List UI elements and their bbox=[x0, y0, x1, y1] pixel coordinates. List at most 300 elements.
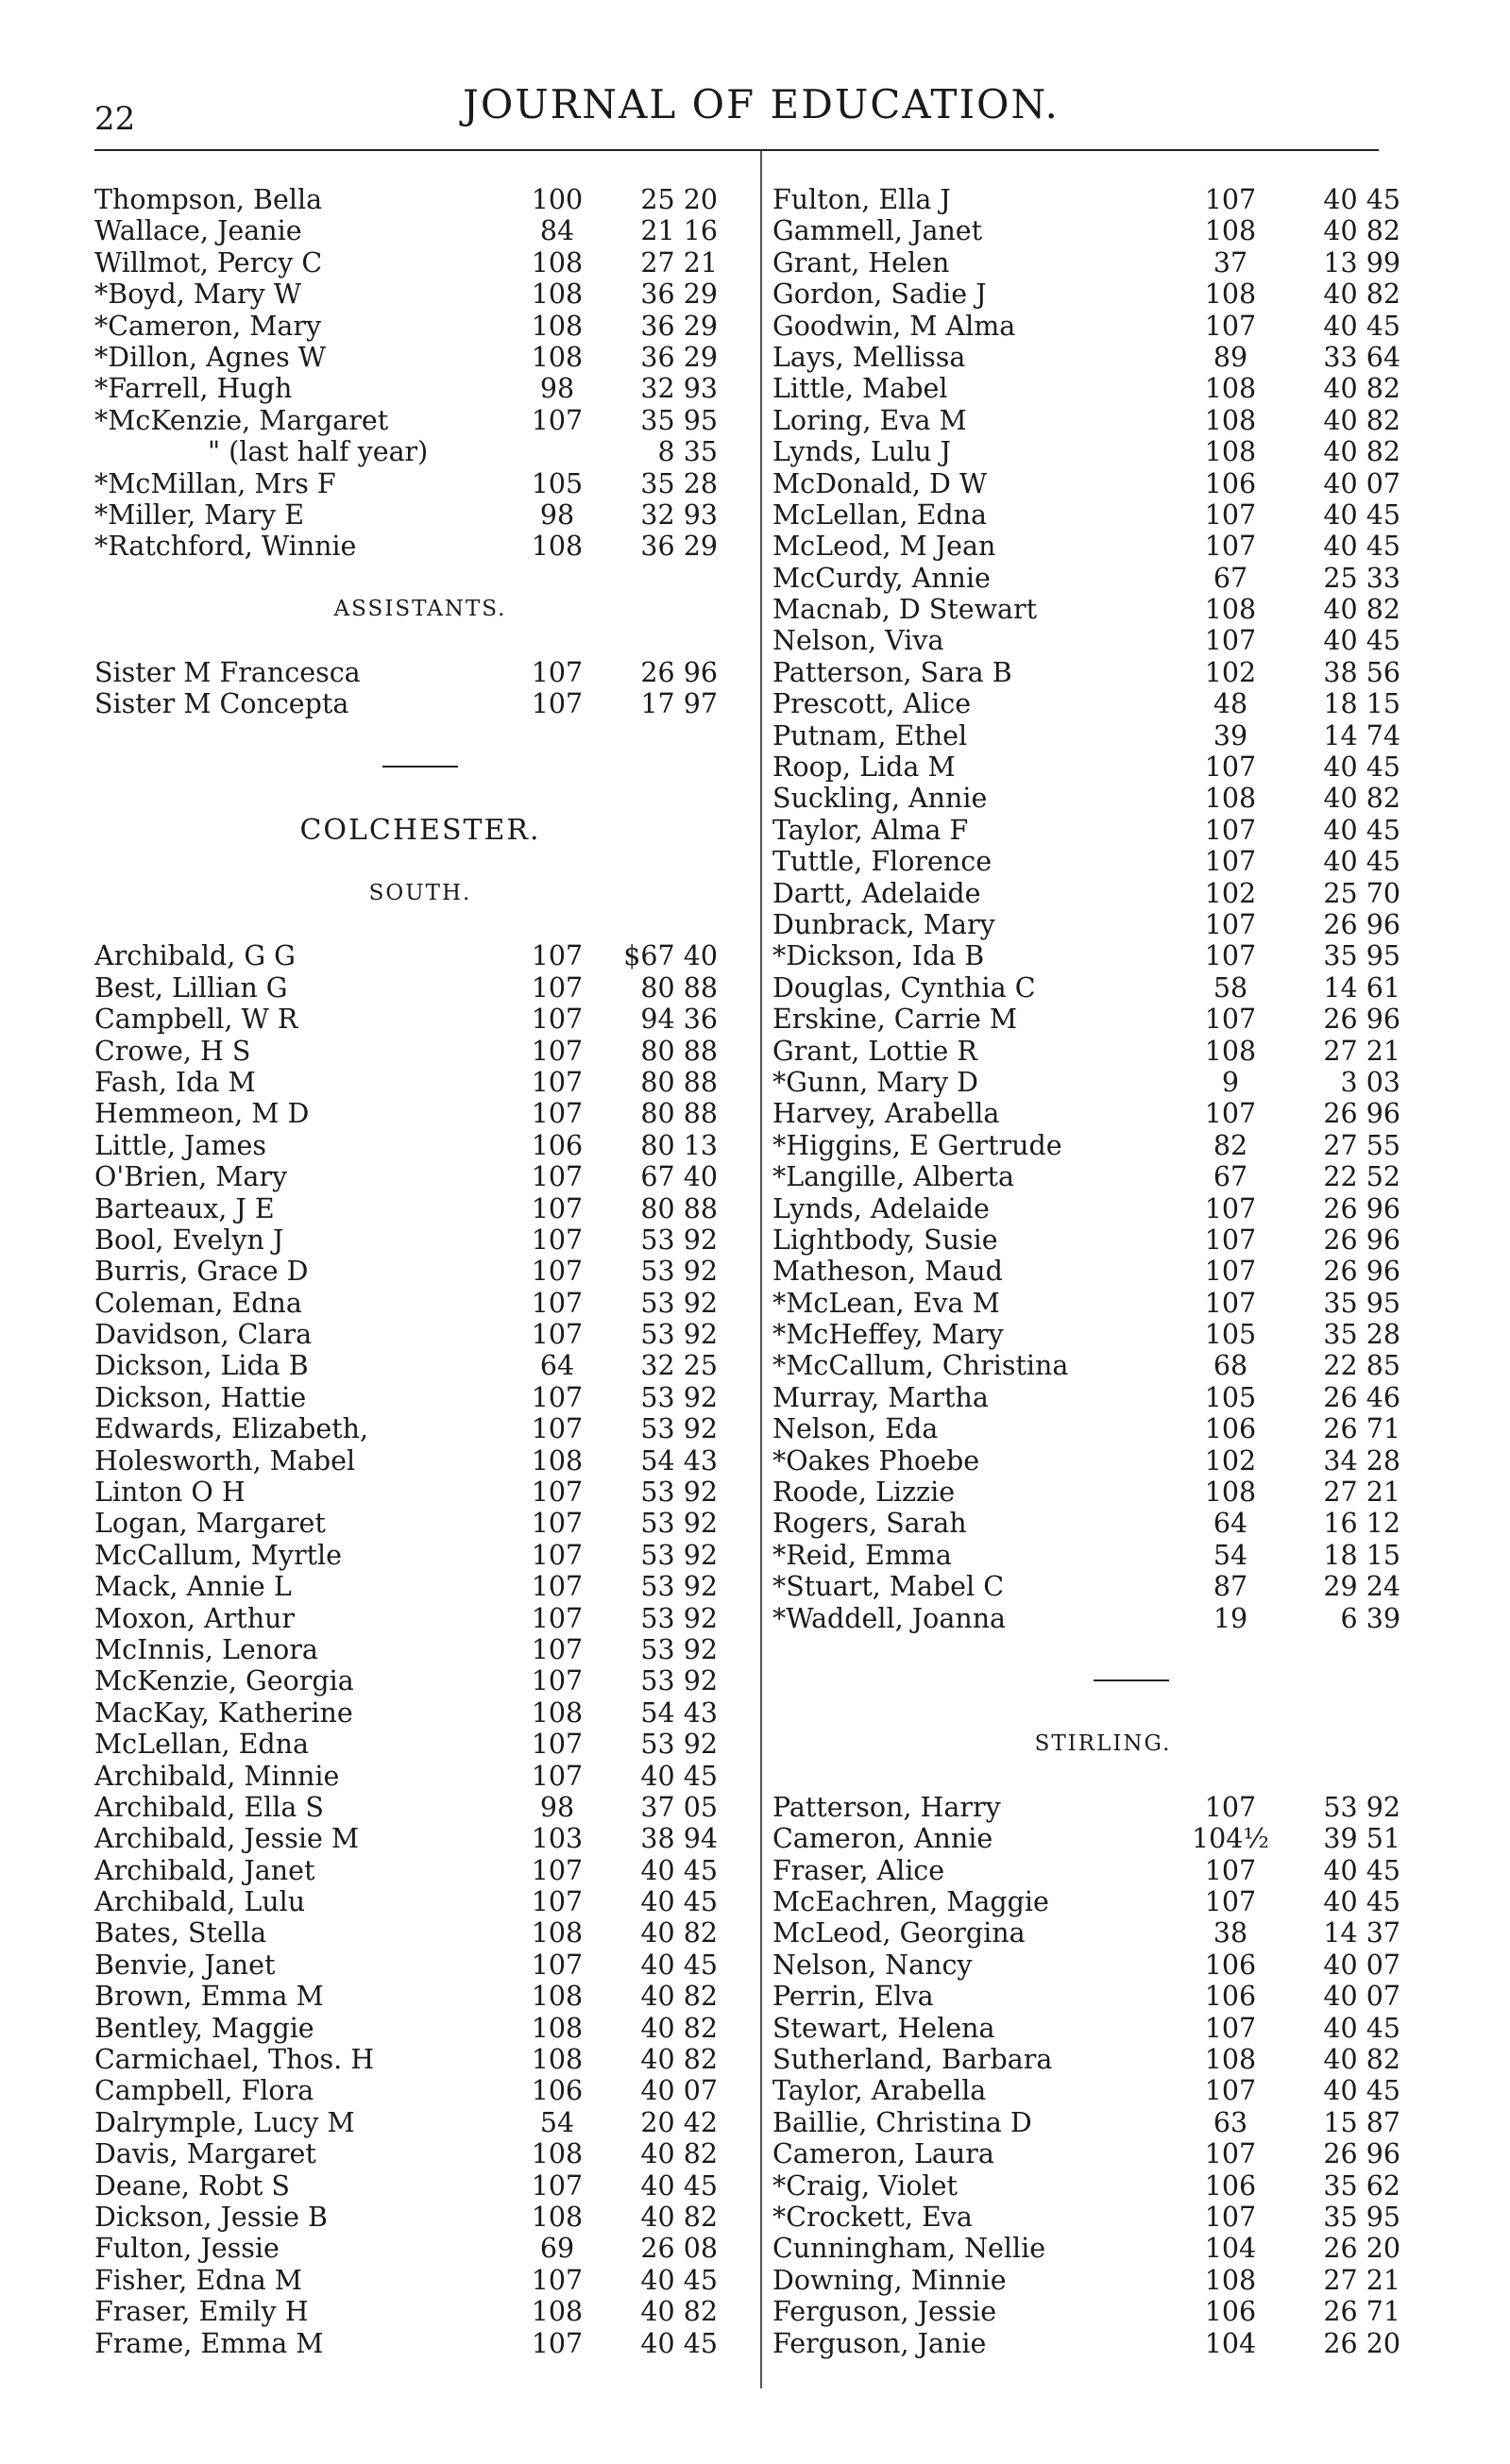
days-taught: 107 bbox=[1204, 1004, 1257, 1036]
teacher-name: Campbell, Flora bbox=[94, 2075, 314, 2107]
grant-amount: 34 28 bbox=[1323, 1444, 1400, 1477]
days-taught: 68 bbox=[1213, 1350, 1248, 1382]
table-row bbox=[94, 468, 746, 499]
table-row bbox=[772, 1350, 1434, 1381]
teacher-name: Archibald, Minnie bbox=[94, 1760, 340, 1792]
teacher-name: *McMillan, Mrs F bbox=[94, 467, 336, 499]
teacher-name: Little, Mabel bbox=[772, 373, 948, 405]
days-taught: 103 bbox=[531, 1823, 584, 1855]
table-row bbox=[94, 1729, 746, 1760]
table-row bbox=[94, 1319, 746, 1350]
teacher-name: Willmot, Percy C bbox=[94, 246, 323, 278]
days-taught: 107 bbox=[1204, 1098, 1257, 1130]
table-row bbox=[94, 1540, 746, 1571]
grant-amount: 40 07 bbox=[1323, 1949, 1400, 1981]
grant-amount: 40 45 bbox=[1323, 1886, 1400, 1918]
teacher-name: Grant, Lottie R bbox=[772, 1035, 977, 1067]
teacher-name: *Farrell, Hugh bbox=[94, 373, 293, 405]
grant-amount: 40 82 bbox=[640, 2138, 718, 2170]
table-row bbox=[94, 184, 746, 215]
grant-amount: 26 08 bbox=[640, 2233, 718, 2265]
grant-amount: 14 74 bbox=[1323, 719, 1400, 751]
teacher-name: Harvey, Arabella bbox=[772, 1098, 1000, 1130]
days-taught: 108 bbox=[531, 2202, 584, 2233]
table-row bbox=[94, 342, 746, 373]
teacher-name: Dartt, Adelaide bbox=[772, 877, 981, 909]
teacher-name: Tuttle, Florence bbox=[772, 846, 993, 878]
teacher-name: Sutherland, Barbara bbox=[772, 2044, 1053, 2076]
teacher-name: Roop, Lida M bbox=[772, 751, 956, 784]
grant-amount: 40 82 bbox=[640, 2012, 718, 2044]
table-row bbox=[772, 878, 1434, 909]
grant-amount: 40 45 bbox=[1323, 1854, 1400, 1886]
table-row bbox=[94, 2138, 746, 2169]
table-row bbox=[772, 278, 1434, 310]
teacher-name: Patterson, Harry bbox=[772, 1791, 1001, 1823]
teacher-name: McInnis, Lenora bbox=[94, 1633, 318, 1665]
teacher-name: Carmichael, Thos. H bbox=[94, 2044, 375, 2076]
teacher-name: *McHeffey, Mary bbox=[772, 1319, 1004, 1351]
teacher-name: Macnab, D Stewart bbox=[772, 594, 1038, 626]
grant-amount: 40 07 bbox=[1323, 467, 1400, 499]
days-taught: 107 bbox=[1204, 1287, 1257, 1319]
teacher-name: Goodwin, M Alma bbox=[772, 310, 1016, 342]
teacher-name: Bentley, Maggie bbox=[94, 2012, 314, 2044]
teacher-name: Nelson, Viva bbox=[772, 625, 944, 657]
grant-amount: 26 20 bbox=[1323, 2327, 1400, 2359]
grant-amount: 54 43 bbox=[640, 1696, 718, 1729]
days-taught: 107 bbox=[1204, 814, 1257, 846]
table-row bbox=[772, 563, 1434, 594]
grant-amount: 40 82 bbox=[1323, 2044, 1400, 2076]
grant-amount: 39 51 bbox=[1323, 1823, 1400, 1855]
table-row bbox=[772, 1004, 1434, 1035]
days-taught: 107 bbox=[1204, 2138, 1257, 2170]
table-row bbox=[772, 1477, 1434, 1508]
grant-amount: 38 94 bbox=[640, 1823, 718, 1855]
grant-amount: 53 92 bbox=[640, 1319, 718, 1351]
teacher-name: Brown, Emma M bbox=[94, 1981, 324, 2013]
grant-amount: 14 61 bbox=[1323, 971, 1400, 1004]
days-taught: 108 bbox=[1204, 783, 1257, 815]
teacher-name: Crowe, H S bbox=[94, 1035, 251, 1067]
grant-amount: 53 92 bbox=[640, 1665, 718, 1697]
grant-amount: 40 82 bbox=[1323, 404, 1400, 436]
teacher-name: Moxon, Arthur bbox=[94, 1602, 296, 1634]
table-row bbox=[94, 2328, 746, 2359]
grant-amount: 26 46 bbox=[1323, 1381, 1400, 1413]
grant-amount: 53 92 bbox=[640, 1539, 718, 1571]
days-taught: 107 bbox=[531, 1571, 584, 1603]
teacher-name: Lays, Mellissa bbox=[772, 341, 966, 373]
days-taught: 108 bbox=[531, 310, 584, 342]
grant-amount: 40 82 bbox=[640, 2202, 718, 2233]
teacher-name: Davidson, Clara bbox=[94, 1319, 313, 1351]
teacher-name: Douglas, Cynthia C bbox=[772, 971, 1036, 1004]
days-taught: 64 bbox=[1213, 1508, 1248, 1540]
days-taught: 107 bbox=[531, 656, 584, 688]
teacher-name: *Higgins, E Gertrude bbox=[772, 1129, 1062, 1161]
teacher-name: McCallum, Myrtle bbox=[94, 1539, 343, 1571]
table-row bbox=[772, 1917, 1434, 1949]
table-row bbox=[94, 1697, 746, 1729]
days-taught: 108 bbox=[531, 1917, 584, 1949]
table-row bbox=[772, 972, 1434, 1004]
table-row bbox=[94, 2107, 746, 2138]
teacher-name: Fisher, Edna M bbox=[94, 2264, 302, 2296]
teacher-name: Linton O H bbox=[94, 1477, 246, 1509]
table-row bbox=[772, 1193, 1434, 1224]
table-row bbox=[94, 1036, 746, 1067]
teacher-name: Bool, Evelyn J bbox=[94, 1224, 284, 1256]
table-row bbox=[94, 247, 746, 278]
grant-amount: 36 29 bbox=[640, 310, 718, 342]
grant-amount: 22 85 bbox=[1323, 1350, 1400, 1382]
grant-amount: 33 64 bbox=[1323, 341, 1400, 373]
days-taught: 48 bbox=[1213, 688, 1248, 720]
teacher-name: Campbell, W R bbox=[94, 1004, 298, 1036]
grant-amount: 32 93 bbox=[640, 373, 718, 405]
grant-amount: 38 56 bbox=[1323, 656, 1400, 688]
days-taught: 106 bbox=[1204, 2296, 1257, 2328]
table-row bbox=[772, 1949, 1434, 1981]
grant-amount: 18 15 bbox=[1323, 688, 1400, 720]
days-taught: 107 bbox=[531, 1949, 584, 1981]
days-taught: 107 bbox=[531, 2264, 584, 2296]
table-row bbox=[94, 499, 746, 531]
grant-amount: 53 92 bbox=[640, 1224, 718, 1256]
days-taught: 58 bbox=[1213, 971, 1248, 1004]
grant-amount: 40 07 bbox=[640, 2075, 718, 2107]
table-row bbox=[772, 184, 1434, 215]
teacher-name: Murray, Martha bbox=[772, 1381, 989, 1413]
teacher-name: Thompson, Bella bbox=[94, 184, 323, 215]
days-taught: 108 bbox=[1204, 2044, 1257, 2076]
table-row bbox=[772, 940, 1434, 971]
grant-amount: 16 12 bbox=[1323, 1508, 1400, 1540]
table-row bbox=[94, 2044, 746, 2075]
table-row bbox=[772, 311, 1434, 342]
grant-amount: 53 92 bbox=[640, 1256, 718, 1288]
page-number: 22 bbox=[94, 100, 136, 138]
table-row bbox=[772, 1382, 1434, 1413]
grant-amount: 80 88 bbox=[640, 1098, 718, 1130]
teacher-name: Fraser, Alice bbox=[772, 1854, 945, 1886]
teacher-name: Putnam, Ethel bbox=[772, 719, 968, 751]
table-row bbox=[772, 1161, 1434, 1192]
teacher-name: *McCallum, Christina bbox=[772, 1350, 1069, 1382]
table-row bbox=[94, 2170, 746, 2202]
grant-amount: 13 99 bbox=[1323, 246, 1400, 278]
grant-amount: 26 96 bbox=[1323, 1256, 1400, 1288]
header-rule bbox=[94, 149, 1379, 151]
grant-amount: 26 20 bbox=[1323, 2233, 1400, 2265]
grant-amount: 26 71 bbox=[1323, 1413, 1400, 1445]
days-taught: 107 bbox=[1204, 531, 1257, 563]
table-row bbox=[94, 657, 746, 688]
grant-amount: 27 21 bbox=[640, 246, 718, 278]
table-row bbox=[772, 1224, 1434, 1256]
grant-amount: 26 96 bbox=[1323, 1192, 1400, 1224]
days-taught: 107 bbox=[531, 1729, 584, 1761]
days-taught: 106 bbox=[1204, 1413, 1257, 1445]
days-taught: 107 bbox=[531, 971, 584, 1004]
days-taught: 107 bbox=[531, 1633, 584, 1665]
grant-amount: 15 87 bbox=[1323, 2106, 1400, 2138]
teacher-name: *Dillon, Agnes W bbox=[94, 341, 327, 373]
days-taught: 107 bbox=[531, 1192, 584, 1224]
teacher-name: *Ratchford, Winnie bbox=[94, 531, 357, 563]
teacher-name: Sister M Concepta bbox=[94, 688, 349, 720]
grant-amount: 8 35 bbox=[657, 436, 718, 468]
teacher-name: Nelson, Eda bbox=[772, 1413, 939, 1445]
teacher-name: Matheson, Maud bbox=[772, 1256, 1003, 1288]
spacer bbox=[772, 1697, 1434, 1729]
table-row bbox=[94, 972, 746, 1004]
days-taught: 108 bbox=[531, 341, 584, 373]
days-taught: 107 bbox=[1204, 1886, 1257, 1918]
days-taught: 63 bbox=[1213, 2106, 1248, 2138]
days-taught: 107 bbox=[531, 2169, 584, 2202]
days-taught: 67 bbox=[1213, 1161, 1248, 1193]
section-heading: SOUTH. bbox=[368, 880, 472, 905]
grant-amount: 40 45 bbox=[640, 1760, 718, 1792]
grant-amount: 26 96 bbox=[1323, 908, 1400, 940]
table-row bbox=[772, 247, 1434, 278]
teacher-name: Coleman, Edna bbox=[94, 1287, 302, 1319]
grant-amount: 53 92 bbox=[640, 1571, 718, 1603]
table-row bbox=[772, 1540, 1434, 1571]
grant-amount: 40 45 bbox=[640, 2264, 718, 2296]
teacher-name: McLeod, M Jean bbox=[772, 531, 996, 563]
left-column bbox=[94, 184, 746, 2359]
days-taught: 67 bbox=[1213, 562, 1248, 594]
teacher-name: *Miller, Mary E bbox=[94, 498, 305, 531]
teacher-name: *McKenzie, Margaret bbox=[94, 404, 389, 436]
grant-amount: 53 92 bbox=[640, 1477, 718, 1509]
grant-amount: 27 21 bbox=[1323, 2264, 1400, 2296]
teacher-name: Edwards, Elizabeth, bbox=[94, 1413, 369, 1445]
grant-amount: 29 24 bbox=[1323, 1571, 1400, 1603]
spacer bbox=[94, 909, 746, 940]
teacher-name: McKenzie, Georgia bbox=[94, 1665, 354, 1697]
table-row bbox=[772, 1855, 1434, 1886]
section-rule bbox=[94, 751, 746, 783]
grant-amount: 40 82 bbox=[1323, 278, 1400, 311]
days-taught: 69 bbox=[539, 2233, 575, 2265]
grant-amount: 40 82 bbox=[640, 2296, 718, 2328]
grant-amount: 26 96 bbox=[1323, 1098, 1400, 1130]
table-row bbox=[772, 373, 1434, 404]
grant-amount: 26 71 bbox=[1323, 2296, 1400, 2328]
days-taught: 107 bbox=[1204, 2075, 1257, 2107]
teacher-name: *Langille, Alberta bbox=[772, 1161, 1014, 1193]
days-taught: 108 bbox=[531, 2296, 584, 2328]
grant-amount: 80 88 bbox=[640, 1035, 718, 1067]
table-row bbox=[772, 1319, 1434, 1350]
table-row bbox=[94, 2202, 746, 2233]
days-taught: 108 bbox=[1204, 2264, 1257, 2296]
days-taught: 105 bbox=[1204, 1319, 1257, 1351]
teacher-name: Rogers, Sarah bbox=[772, 1508, 967, 1540]
days-taught: 108 bbox=[531, 278, 584, 311]
days-taught: 104 bbox=[1204, 2233, 1257, 2265]
table-row bbox=[94, 1382, 746, 1413]
grant-amount: 53 92 bbox=[640, 1508, 718, 1540]
teacher-name: *Crockett, Eva bbox=[772, 2202, 973, 2233]
table-row bbox=[772, 1413, 1434, 1444]
teacher-name: Downing, Minnie bbox=[772, 2264, 1007, 2296]
grant-amount: 67 40 bbox=[640, 1161, 718, 1193]
grant-amount: 25 33 bbox=[1323, 562, 1400, 594]
grant-amount: 94 36 bbox=[640, 1004, 718, 1036]
teacher-name: *Dickson, Ida B bbox=[772, 940, 985, 972]
table-row bbox=[94, 1665, 746, 1696]
days-taught: 102 bbox=[1204, 1444, 1257, 1477]
days-taught: 108 bbox=[1204, 215, 1257, 247]
days-taught: 105 bbox=[1204, 1381, 1257, 1413]
days-taught: 107 bbox=[531, 1004, 584, 1036]
days-taught: 37 bbox=[1213, 246, 1248, 278]
teacher-name: Fulton, Ella J bbox=[772, 184, 951, 215]
days-taught: 102 bbox=[1204, 877, 1257, 909]
days-taught: 107 bbox=[531, 1508, 584, 1540]
table-row bbox=[772, 688, 1434, 719]
table-row bbox=[772, 1445, 1434, 1477]
table-row bbox=[94, 1288, 746, 1319]
days-taught: 98 bbox=[539, 498, 575, 531]
grant-amount: 35 95 bbox=[1323, 1287, 1400, 1319]
grant-amount: 40 45 bbox=[640, 2169, 718, 2202]
grant-amount: 53 92 bbox=[1323, 1791, 1400, 1823]
teacher-name: Archibald, Ella S bbox=[94, 1791, 324, 1823]
teacher-name: *Gunn, Mary D bbox=[772, 1066, 979, 1098]
grant-amount: 53 92 bbox=[640, 1381, 718, 1413]
teacher-name: Archibald, Jessie M bbox=[94, 1823, 360, 1855]
teacher-name: Erskine, Carrie M bbox=[772, 1004, 1018, 1036]
grant-amount: 80 88 bbox=[640, 1066, 718, 1098]
grant-amount: 32 25 bbox=[640, 1350, 718, 1382]
table-row bbox=[772, 1981, 1434, 2012]
days-taught: 84 bbox=[539, 215, 575, 247]
grant-amount: 35 95 bbox=[1323, 2202, 1400, 2233]
teacher-name: Lynds, Lulu J bbox=[772, 436, 952, 468]
table-row bbox=[94, 215, 746, 246]
days-taught: 64 bbox=[539, 1350, 575, 1382]
table-row bbox=[772, 720, 1434, 751]
days-taught: 107 bbox=[531, 940, 584, 972]
grant-amount: 26 96 bbox=[1323, 2138, 1400, 2170]
table-row bbox=[772, 2265, 1434, 2296]
grant-amount: 40 45 bbox=[1323, 751, 1400, 784]
table-row bbox=[94, 1917, 746, 1949]
grant-amount: 25 70 bbox=[1323, 877, 1400, 909]
grant-amount: 40 45 bbox=[1323, 498, 1400, 531]
table-row bbox=[94, 405, 746, 436]
grant-amount: 40 45 bbox=[1323, 2012, 1400, 2044]
teacher-name: McLellan, Edna bbox=[772, 498, 988, 531]
days-taught: 108 bbox=[1204, 404, 1257, 436]
spacer bbox=[94, 783, 746, 814]
days-taught: 107 bbox=[531, 1381, 584, 1413]
days-taught: 107 bbox=[1204, 625, 1257, 657]
days-taught: 108 bbox=[531, 2012, 584, 2044]
days-taught: 108 bbox=[531, 531, 584, 563]
days-taught: 107 bbox=[531, 1224, 584, 1256]
days-taught: 108 bbox=[531, 246, 584, 278]
days-taught: 106 bbox=[1204, 1949, 1257, 1981]
teacher-name: Little, James bbox=[94, 1129, 266, 1161]
days-taught: 106 bbox=[531, 2075, 584, 2107]
table-row bbox=[94, 1855, 746, 1886]
table-row bbox=[772, 1792, 1434, 1823]
teacher-name: *Boyd, Mary W bbox=[94, 278, 302, 311]
teacher-name: " (last half year) bbox=[208, 436, 429, 468]
teacher-name: Gammell, Janet bbox=[772, 215, 983, 247]
table-row bbox=[772, 2044, 1434, 2075]
table-row bbox=[772, 594, 1434, 625]
days-taught: 107 bbox=[531, 2327, 584, 2359]
table-row bbox=[94, 278, 746, 310]
grant-amount: 53 92 bbox=[640, 1287, 718, 1319]
grant-amount: 36 29 bbox=[640, 531, 718, 563]
table-row bbox=[94, 1823, 746, 1854]
grant-amount: 40 45 bbox=[640, 1886, 718, 1918]
teacher-name: Logan, Margaret bbox=[94, 1508, 326, 1540]
days-taught: 98 bbox=[539, 373, 575, 405]
table-row bbox=[772, 1288, 1434, 1319]
table-row bbox=[94, 1224, 746, 1256]
days-taught: 100 bbox=[531, 184, 584, 215]
table-row bbox=[772, 405, 1434, 436]
days-taught: 108 bbox=[531, 1696, 584, 1729]
grant-amount: 27 21 bbox=[1323, 1477, 1400, 1509]
grant-amount: 35 28 bbox=[640, 467, 718, 499]
days-taught: 107 bbox=[1204, 1256, 1257, 1288]
teacher-name: Wallace, Jeanie bbox=[94, 215, 302, 247]
table-row bbox=[772, 1508, 1434, 1539]
table-row bbox=[772, 2170, 1434, 2202]
grant-amount: 26 96 bbox=[1323, 1004, 1400, 1036]
days-taught: 107 bbox=[531, 1319, 584, 1351]
days-taught: 108 bbox=[1204, 436, 1257, 468]
table-row bbox=[94, 1130, 746, 1161]
days-taught: 89 bbox=[1213, 341, 1248, 373]
table-row bbox=[94, 1508, 746, 1539]
table-row bbox=[94, 436, 746, 467]
grant-amount: 40 82 bbox=[640, 1917, 718, 1949]
teacher-name: Taylor, Arabella bbox=[772, 2075, 987, 2107]
days-taught: 98 bbox=[539, 1791, 575, 1823]
teacher-name: Fraser, Emily H bbox=[94, 2296, 309, 2328]
days-taught: 54 bbox=[1213, 1539, 1248, 1571]
teacher-name: Stewart, Helena bbox=[772, 2012, 995, 2044]
grant-amount: 18 15 bbox=[1323, 1539, 1400, 1571]
table-row bbox=[94, 2296, 746, 2327]
table-row bbox=[94, 2075, 746, 2106]
teacher-name: Cameron, Annie bbox=[772, 1823, 993, 1855]
teacher-name: *Waddell, Joanna bbox=[772, 1602, 1007, 1634]
grant-amount: 40 82 bbox=[1323, 436, 1400, 468]
grant-amount: 40 45 bbox=[1323, 625, 1400, 657]
grant-amount: 17 97 bbox=[640, 688, 718, 720]
days-taught: 39 bbox=[1213, 719, 1248, 751]
table-row bbox=[772, 1256, 1434, 1287]
days-taught: 108 bbox=[1204, 1035, 1257, 1067]
table-row bbox=[772, 625, 1434, 656]
teacher-name: Prescott, Alice bbox=[772, 688, 972, 720]
days-taught: 107 bbox=[531, 1602, 584, 1634]
